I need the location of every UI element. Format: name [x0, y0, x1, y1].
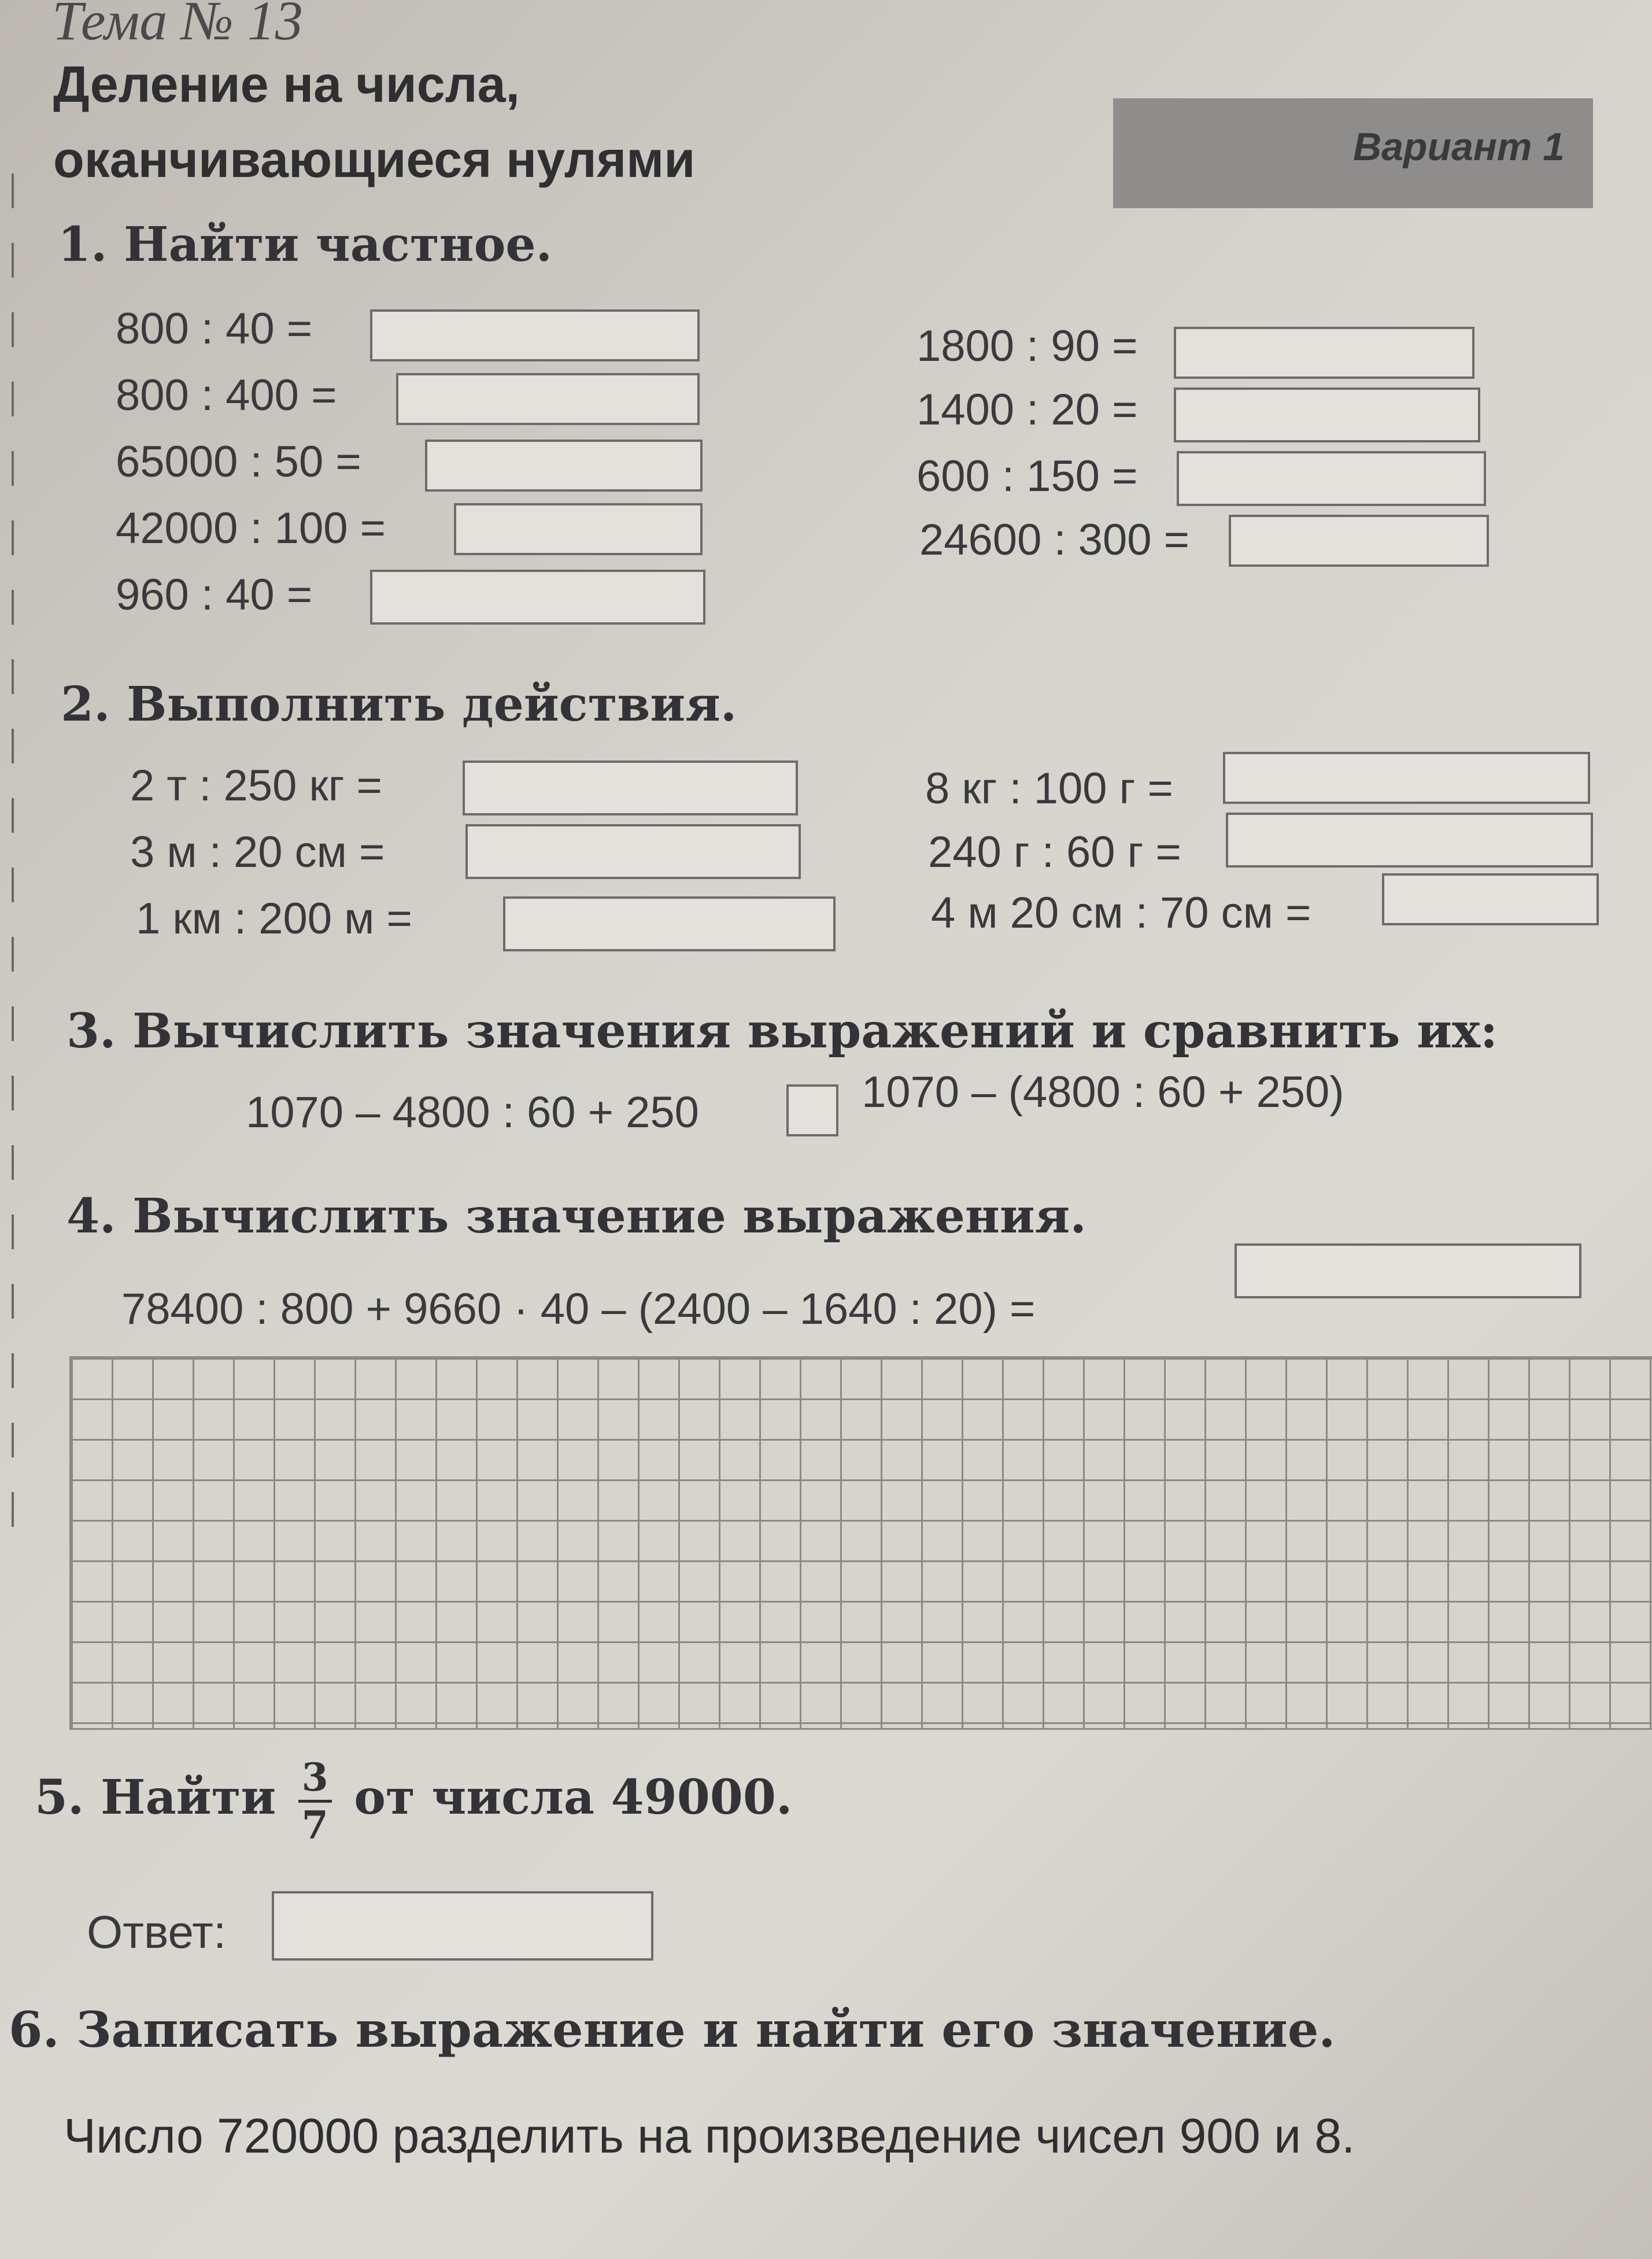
answer-box[interactable]: [1223, 752, 1590, 804]
task4-expression: 78400 : 800 + 9660 · 40 – (2400 – 1640 : 20) =: [121, 1284, 1036, 1334]
task1-heading: 1. Найти частное.: [58, 217, 553, 272]
task2-expr-1: 2 т : 250 кг =: [130, 761, 382, 810]
task4-heading: 4. Вычислить значение выражения.: [66, 1188, 1086, 1244]
task2-expr-3: 1 км : 200 м =: [136, 894, 412, 943]
answer-box[interactable]: [1229, 515, 1489, 567]
answer-box[interactable]: [425, 440, 703, 492]
task2-expr-4: 8 кг : 100 г =: [925, 764, 1173, 813]
answer-label: Ответ:: [87, 1906, 227, 1958]
fraction: [298, 1755, 332, 1848]
fraction-numerator: 3: [298, 1758, 332, 1803]
task1-expr-8: 600 : 150 =: [916, 452, 1138, 501]
fraction-denominator: 7: [301, 1803, 328, 1848]
answer-box[interactable]: [1226, 813, 1593, 868]
answer-box[interactable]: [1174, 327, 1474, 379]
task1-expr-9: 24600 : 300 =: [919, 515, 1189, 564]
task1-expr-2: 800 : 400 =: [116, 371, 337, 420]
answer-box[interactable]: [1235, 1243, 1581, 1298]
task1-expr-3: 65000 : 50 =: [116, 437, 361, 486]
task1-expr-4: 42000 : 100 =: [116, 504, 386, 553]
task1-expr-1: 800 : 40 =: [116, 304, 313, 353]
answer-box[interactable]: [370, 570, 705, 625]
answer-box[interactable]: [465, 824, 801, 879]
answer-box[interactable]: [503, 896, 836, 951]
work-grid[interactable]: [69, 1356, 1652, 1730]
answer-box[interactable]: [272, 1891, 653, 1961]
compare-box[interactable]: [786, 1084, 838, 1136]
answer-box[interactable]: [1177, 451, 1486, 506]
task1-expr-7: 1400 : 20 =: [916, 385, 1138, 434]
task6-text: Число 720000 разделить на произведение чисел 900 и 8.: [64, 2109, 1355, 2163]
answer-box[interactable]: [463, 761, 798, 815]
task3-heading: 3. Вычислить значения выражений и сравнить их:: [66, 1003, 1498, 1059]
task2-heading: 2. Выполнить действия.: [61, 677, 737, 732]
task3-left-expression: 1070 – 4800 : 60 + 250: [246, 1088, 699, 1137]
topic-number: Тема № 13: [52, 0, 303, 51]
task3-right-expression: 1070 – (4800 : 60 + 250): [862, 1068, 1344, 1117]
answer-box[interactable]: [370, 309, 700, 361]
title-line-1: Деление на числа,: [53, 56, 520, 113]
task5-heading-pre: 5. Найти: [35, 1769, 276, 1825]
task5-heading-post: от числа 49000.: [354, 1769, 793, 1825]
answer-box[interactable]: [1174, 387, 1480, 442]
task2-expr-5: 240 г : 60 г =: [928, 828, 1181, 877]
title-line-2: оканчивающиеся нулями: [53, 131, 696, 188]
task2-expr-6: 4 м 20 см : 70 см =: [931, 888, 1311, 937]
answer-box[interactable]: [454, 503, 703, 555]
variant-label: Вариант 1: [1353, 125, 1565, 169]
task1-expr-6: 1800 : 90 =: [916, 322, 1138, 371]
answer-box[interactable]: [1382, 873, 1599, 925]
answer-box[interactable]: [396, 373, 700, 425]
margin-line: [12, 174, 14, 1562]
task2-expr-2: 3 м : 20 см =: [130, 828, 385, 877]
task6-heading: 6. Записать выражение и найти его значение.: [9, 2001, 1336, 2058]
task5-heading: [35, 1755, 793, 1848]
task1-expr-5: 960 : 40 =: [116, 570, 313, 619]
